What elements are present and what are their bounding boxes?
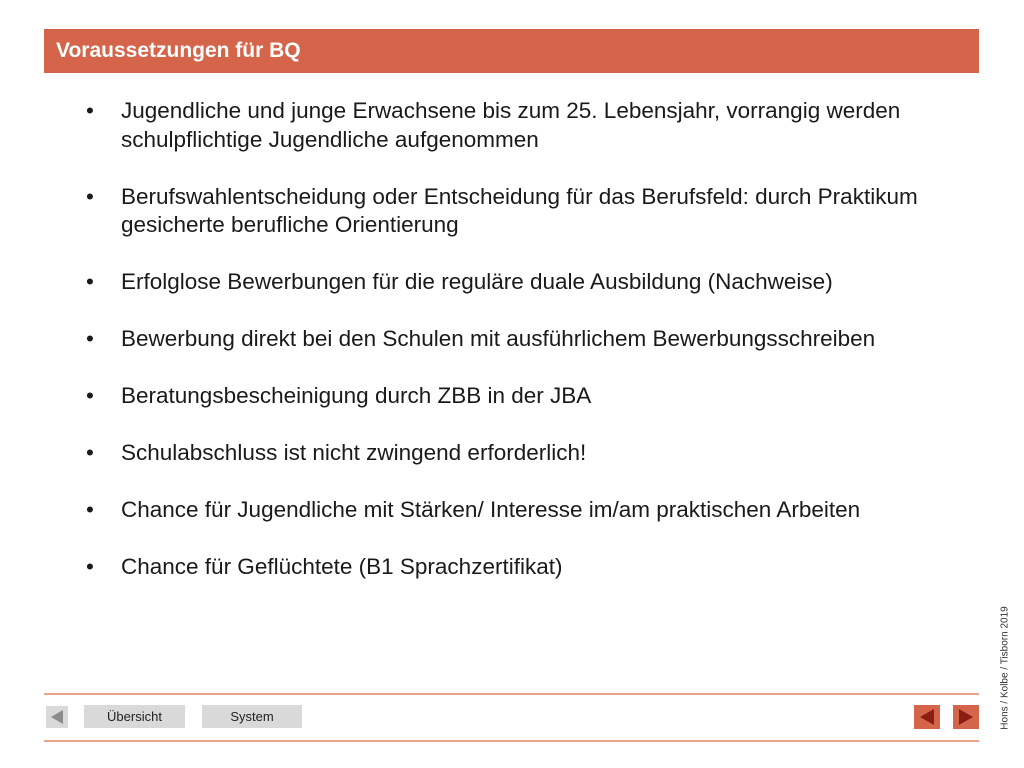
bullet-list <box>80 97 940 610</box>
bullet-item: • Chance für Jugendliche mit Stärken/ Interesse im/am praktischen Arbeiten <box>80 496 940 525</box>
arrow-right-icon[interactable] <box>953 705 979 729</box>
system-button[interactable]: System <box>202 705 302 728</box>
bullet-item: • Bewerbung direkt bei den Schulen mit ausführlichem Bewerbungsschreiben <box>80 325 940 354</box>
bullet-item: • Beratungsbescheinigung durch ZBB in der JBA <box>80 382 940 411</box>
footer-divider-bottom <box>44 740 979 742</box>
bullet-item: • Erfolglose Bewerbungen für die reguläre duale Ausbildung (Nachweise) <box>80 268 940 297</box>
arrow-left-icon[interactable] <box>914 705 940 729</box>
triangle-left-icon[interactable] <box>46 706 68 728</box>
credit-text: Hons / Kolbe / Tisborn 2019 <box>999 606 1011 730</box>
bullet-item: • Chance für Geflüchtete (B1 Sprachzertifikat) <box>80 553 940 582</box>
title-bar <box>44 29 979 73</box>
slide-title: Voraussetzungen für BQ <box>56 39 301 62</box>
bullet-item: • Berufswahlentscheidung oder Entscheidung für das Berufsfeld: durch Praktikum gesicherte berufliche Orientierung <box>80 183 940 240</box>
bullet-item: • Schulabschluss ist nicht zwingend erforderlich! <box>80 439 940 468</box>
bullet-item: • Jugendliche und junge Erwachsene bis zum 25. Lebensjahr, vorrangig werden schulpflichtige Jugendliche aufgenommen <box>80 97 940 154</box>
footer-divider-top <box>44 693 979 695</box>
overview-button[interactable]: Übersicht <box>84 705 185 728</box>
